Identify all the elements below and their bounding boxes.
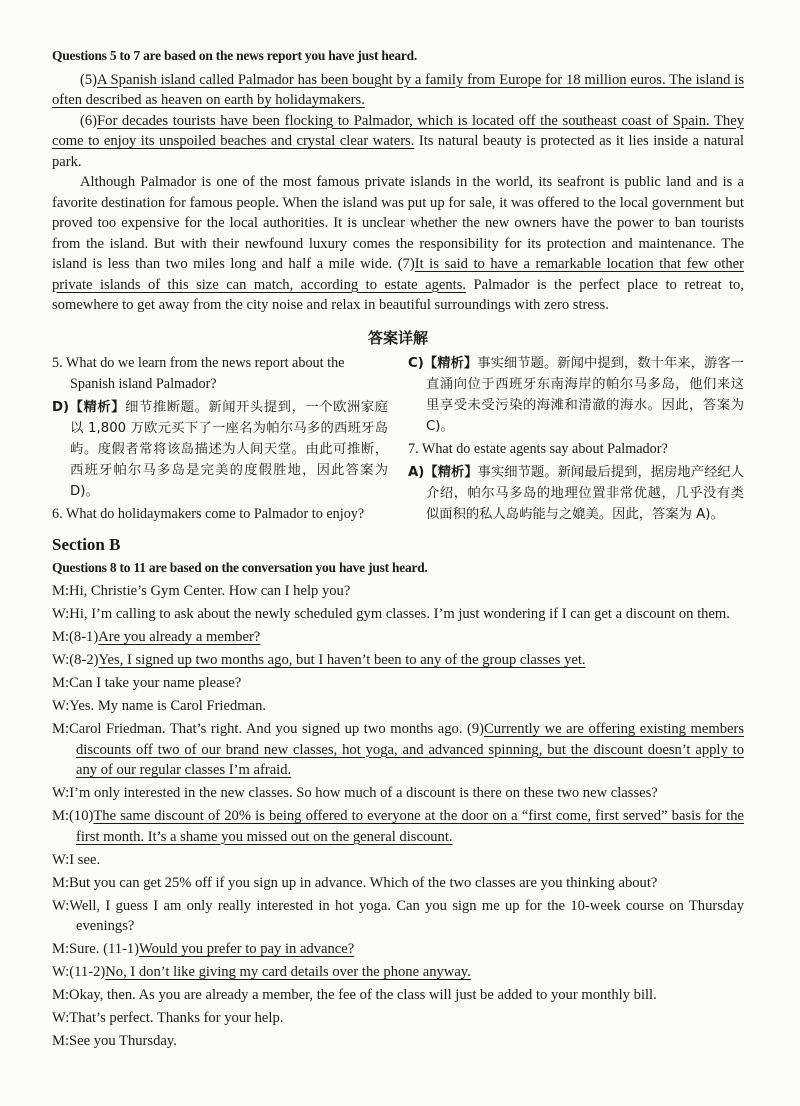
marker-5: (5): [80, 71, 98, 88]
speaker-label: W:: [52, 1010, 70, 1026]
answer-7-label: A)【精析】: [408, 465, 478, 480]
answer-5-label: D)【精析】: [52, 400, 126, 415]
dialog-line: [52, 696, 744, 717]
speaker-label: W:: [52, 606, 70, 622]
answers-left-column: [52, 353, 388, 527]
dialog-line: [52, 719, 744, 781]
speaker-label: M:: [52, 987, 70, 1003]
speaker-label: M:: [52, 721, 70, 737]
speaker-label: W:: [52, 897, 70, 914]
answer-5: [52, 397, 388, 502]
dialog-line: [52, 627, 744, 648]
paragraph-6-rest: Its natural beauty is protected as it lies inside a natural park.: [52, 133, 744, 170]
dialog-text: (8-2): [69, 652, 99, 668]
dialog-line: [52, 604, 744, 625]
question-6: 6. What do holidaymakers come to Palmador to enjoy?: [52, 506, 365, 522]
speaker-label: W:: [52, 851, 70, 868]
dialog-underlined: Yes, I signed up two months ago, but I haven’t been to any of the group classes yet.: [98, 652, 586, 668]
dialog-text: Okay, then. As you are already a member, the fee of the class will just be added to your monthly bill.: [69, 987, 657, 1003]
dialog-underlined: The same discount of 20% is being offered to everyone at the door on a “first come, first served” basis for the first month. It’s a shame you missed out on the general discount.: [76, 808, 744, 845]
dialog-line: [52, 985, 744, 1006]
paragraph-7: [52, 172, 744, 316]
dialog-underlined: Are you already a member?: [98, 629, 261, 645]
dialog-text: Carol Friedman. That’s right. And you signed up two months ago. (9): [69, 721, 485, 737]
dialog-line: [52, 962, 744, 983]
dialog-line: [52, 650, 744, 671]
speaker-label: M:: [52, 675, 70, 691]
dialog-line: [52, 873, 744, 894]
paragraph-6: [52, 111, 744, 173]
speaker-label: M:: [52, 629, 70, 645]
answers-columns: [52, 353, 744, 527]
speaker-label: M:: [52, 808, 70, 824]
paragraph-5: [52, 70, 744, 111]
speaker-label: W:: [52, 964, 70, 980]
underlined-sentence-5: A Spanish island called Palmador has been bought by a family from Europe for 18 million euros. The island is often described as heaven on earth by holidaymakers.: [52, 71, 744, 108]
dialog-text: That’s perfect. Thanks for your help.: [69, 1010, 284, 1026]
answer-6-text: 事实细节题。新闻中提到，数十年来，游客一直涌向位于西班牙东南海岸的帕尔马多岛，他们来这里享受未受污染的海滩和清澈的海水。因此，答案为 C)。: [426, 356, 745, 434]
section-a-heading: Questions 5 to 7 are based on the news report you have just heard.: [52, 48, 417, 63]
answer-6: [408, 353, 744, 437]
dialog-underlined: Currently we are offering existing members discounts off two of our brand new classes, hot yoga, and advanced spinning, but the discount doesn’t apply to any of our regular classes I’m afraid.: [76, 721, 745, 778]
speaker-label: W:: [52, 698, 70, 714]
answers-title: 答案详解: [367, 328, 428, 347]
dialog-line: [52, 1031, 744, 1052]
marker-7: (7): [397, 256, 415, 272]
section-b-heading: Questions 8 to 11 are based on the conversation you have just heard.: [52, 559, 428, 575]
dialog-text: (8-1): [69, 629, 99, 645]
section-b-title: Section B: [52, 535, 121, 554]
dialog-line: [52, 1008, 744, 1029]
dialog-line: [52, 806, 744, 847]
speaker-label: M:: [52, 874, 70, 891]
dialog-text: See you Thursday.: [69, 1033, 177, 1049]
answer-5-text: 细节推断题。新闻开头提到，一个欧洲家庭以 1,800 万欧元买下了一座名为帕尔马多的西班牙岛屿。度假者常将该岛描述为人间天堂。由此可推断，西班牙帕尔马多岛是完美的度假胜地，因此答案为 D)。: [70, 400, 388, 499]
speaker-label: M:: [52, 1033, 70, 1049]
question-5: 5. What do we learn from the news report about the Spanish island Palmador?: [52, 355, 345, 392]
answers-right-column: [408, 353, 744, 527]
dialog-line: [52, 850, 744, 871]
answer-7: [408, 462, 744, 525]
conversation: [52, 581, 744, 1052]
dialog-text: I see.: [69, 851, 101, 868]
marker-6: (6): [80, 112, 98, 129]
answer-6-label: C)【精析】: [408, 356, 478, 371]
dialog-underlined: Would you prefer to pay in advance?: [139, 941, 355, 957]
question-7: 7. What do estate agents say about Palmador?: [408, 441, 668, 457]
dialog-line: [52, 939, 744, 960]
underlined-sentence-6: For decades tourists have been flocking to Palmador, which is located off the southeast coast of Spain. They come to enjoy its unspoiled beaches and crystal clear waters.: [52, 112, 744, 149]
dialog-line: [52, 896, 744, 937]
dialog-text: (11-2): [69, 964, 106, 980]
speaker-label: M:: [52, 941, 70, 957]
dialog-text: Hi, Christie’s Gym Center. How can I help you?: [69, 583, 351, 599]
speaker-label: M:: [52, 583, 70, 599]
dialog-text: Sure. (11-1): [69, 941, 140, 957]
dialog-text: Well, I guess I am only really interested in hot yoga. Can you sign me up for the 10-week course on Thursday evenings?: [69, 897, 744, 934]
dialog-underlined: No, I don’t like giving my card details over the phone anyway.: [105, 964, 471, 980]
dialog-line: [52, 581, 744, 602]
dialog-text: Yes. My name is Carol Friedman.: [69, 698, 267, 714]
dialog-text: Hi, I’m calling to ask about the newly scheduled gym classes. I’m just wondering if I can get a discount on them.: [69, 606, 730, 622]
dialog-line: [52, 783, 744, 804]
paragraph-7-rest: Palmador is the perfect place to retreat to, somewhere to get away from the city noise and relax in beautiful surroundings with zero stress.: [52, 276, 744, 313]
underlined-sentence-7: It is said to have a remarkable location that few other private islands of this size can match, according to estate agents.: [52, 256, 744, 293]
dialog-text: (10): [69, 808, 94, 824]
dialog-text: But you can get 25% off if you sign up in advance. Which of the two classes are you thinking about?: [69, 874, 658, 891]
dialog-text: I’m only interested in the new classes. So how much of a discount is there on these two new classes?: [69, 785, 658, 801]
dialog-text: Can I take your name please?: [69, 675, 242, 691]
paragraph-7-text: Although Palmador is one of the most famous private islands in the world, its seafront is public land and is a favorite destination for famous people. When the island was put up for sale, it was offered to the local government but proved too expensive for the local authorities. It is unclear whether the new owners have the power to ban tourists from the island. But with their newfound luxury comes the responsibility for its protection and maintenance. The island is less than two miles long and half a mile wide.: [52, 174, 744, 272]
speaker-label: W:: [52, 785, 70, 801]
dialog-line: [52, 673, 744, 694]
answer-7-text: 事实细节题。新闻最后提到，据房地产经纪人介绍，帕尔马多岛的地理位置非常优越，几乎没有类似面积的私人岛屿能与之媲美。因此，答案为 A)。: [426, 465, 745, 522]
speaker-label: W:: [52, 652, 70, 668]
